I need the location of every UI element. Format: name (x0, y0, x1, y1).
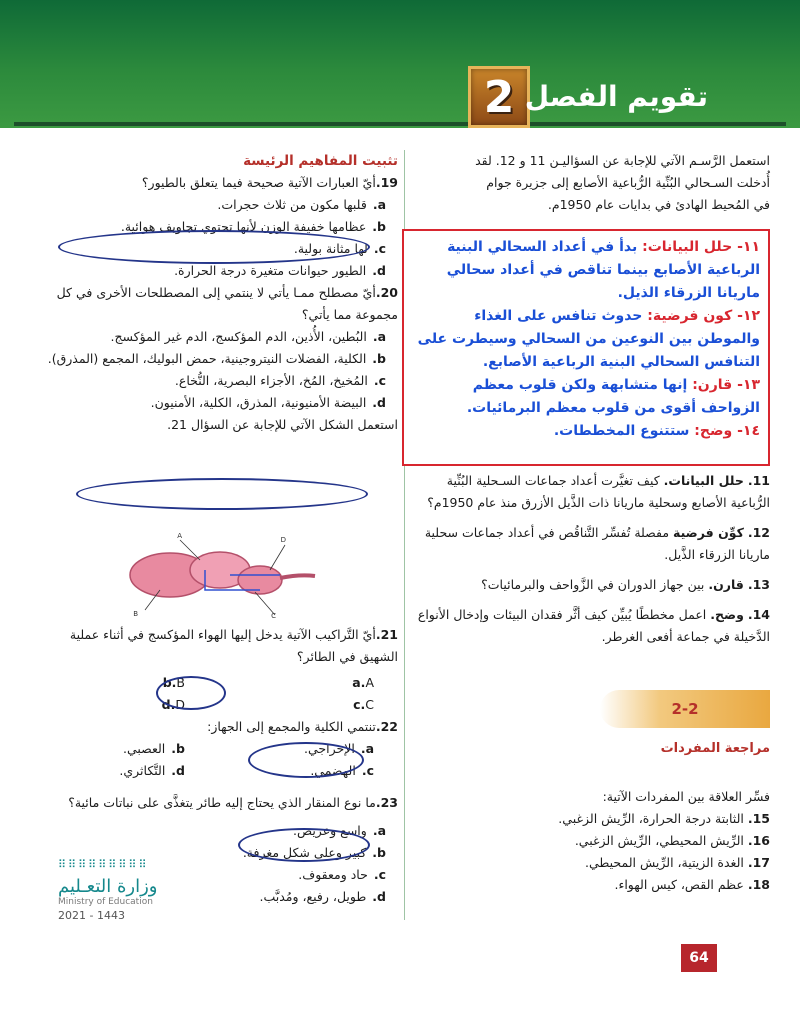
logo-english: Ministry of Education (58, 897, 153, 907)
chapter-number-badge (468, 66, 530, 128)
answer-highlight-oval (58, 230, 370, 264)
page-number: 64 (681, 944, 717, 972)
vocab-title: مراجعة المفردات (660, 741, 770, 756)
vocab-intro: فسِّر العلاقة بين المفردات الآتية: (602, 789, 770, 804)
question-21: 21.أيّ التَّراكيب الآتية يدخل إليها الهواء المؤكسج في أثناء عملية الشهيق في الطائر؟ (69, 627, 398, 664)
lesson-tab: 2-2 (600, 690, 770, 728)
q23-option-d[interactable]: d.طويل، رفيع، ومُدبَّب. (259, 889, 386, 904)
logo-arabic: وزارة التعـليم (58, 876, 158, 897)
q23-option-c[interactable]: c.حاد ومعقوف. (298, 867, 386, 882)
intro-line: استعمل الرَّسـم الآتي للإجابة عن السؤاليـن 11 و 12. لقد (475, 153, 770, 168)
note-answer-14: ١٤- وضح: ستتنوع المخططات. (553, 423, 760, 439)
q21-option-b[interactable]: b.B (162, 675, 185, 690)
q20-option-b[interactable]: b.الكلية، الفضلات النيتروجينية، حمض البوليك، المجمع (المذرق). (47, 351, 386, 366)
header-divider (14, 122, 786, 126)
q19-option-a[interactable]: a.قلبها مكون من ثلاث حجرات. (217, 197, 386, 212)
question-11: 11. حلل البيانات. كيف تغيَّرت أعداد جماعات السـحلية البُنِّية الرُّباعية الأصابع وسحلية ماريانا ذات الذَّيل الأزرق منذ عام 1950م؟ (427, 473, 770, 510)
q22-option-d[interactable]: d.التَّكاثري. (119, 763, 185, 778)
question-15: 15. الثابتة درجة الحرارة، الرِّيش الزغبي. (558, 811, 770, 826)
q20-option-a[interactable]: a.البُطين، الأُذين، الدم المؤكسج، الدم غير المؤكسج. (110, 329, 386, 344)
answer-highlight-oval (156, 676, 226, 710)
section-title: تثبيت المفاهيم الرئيسة (243, 153, 398, 169)
logo-dots-icon: ⠿⠿⠿⠿⠿⠿⠿⠿⠿ (58, 858, 149, 871)
question-17: 17. الغدة الزيتية، الرِّيش المحيطي. (584, 855, 770, 870)
question-22: 22.تنتمي الكلية والمجمع إلى الجهاز: (207, 719, 398, 734)
diagram-label-d: D (280, 536, 286, 544)
answer-note-box (402, 229, 770, 466)
note-answer-12: ١٢- كون فرضية: حدوث تنافس على الغذاء والموطن بين النوعين من السحالي وسيطرت على التنافس السحالي البنية الرباعية الأصابع. (417, 308, 760, 370)
q23-option-b[interactable]: b.كبير وعلى شكل مغرفة. (242, 845, 386, 860)
answer-highlight-oval (238, 828, 370, 862)
right-questions (410, 470, 770, 648)
answer-highlight-oval (76, 478, 368, 510)
trachea-shape (280, 575, 315, 578)
label-line (270, 545, 285, 570)
diagram-label-c: C (271, 612, 276, 620)
q22-option-b[interactable]: b.العصبي. (122, 741, 185, 756)
vocab-review-section (410, 690, 770, 896)
chapter-number: 2 (483, 71, 515, 123)
q21-option-c[interactable]: c.C (353, 697, 374, 712)
intro-line: في المُحيط الهادئ في بدايات عام 1950م. (547, 197, 770, 212)
left-column (28, 150, 398, 436)
ministry-logo (58, 860, 198, 955)
question-16: 16. الرِّيش المحيطي، الرِّيش الزغبي. (574, 833, 770, 848)
q19-option-b[interactable]: b.عظامها خفيفة الوزن لأنها تحتوي تجاويف هوائية. (120, 219, 386, 234)
q22-option-c[interactable]: c.الهضمي. (310, 763, 374, 778)
chapter-title: تقويم الفصل (524, 80, 708, 113)
note-answer-13: ١٣- قارن: إنها متشابهة ولكن قلوب معظم الزواحف أقوى من قلوب معظم البرمائيات. (466, 377, 760, 416)
q22-option-a[interactable]: a.الإخراجي. (303, 741, 374, 756)
diagram-label-a: A (177, 532, 182, 540)
question-19: 19.أيّ العبارات الآتية صحيحة فيما يتعلق بالطيور؟ (141, 175, 398, 190)
q19-option-c[interactable]: c.لها مثانة بولية. (293, 241, 386, 256)
q19-option-d[interactable]: d.الطيور حيوانات متغيرة درجة الحرارة. (174, 263, 386, 278)
logo-year: 2021 - 1443 (58, 909, 125, 922)
intro-line: أُدخلت السـحالي البُنِّية الرُّباعية الأصابع إلى جزيرة جوام (486, 175, 770, 190)
question-18: 18. عظم القص، كيس الهواء. (614, 877, 770, 892)
bird-lungs-diagram (110, 530, 320, 620)
q23-option-a[interactable]: a.واسع وعريض. (293, 823, 386, 838)
q21-option-a[interactable]: a.A (352, 675, 374, 690)
question-12: 12. كوِّن فرضية مفصلة تُفسِّر التَّناقُص في أعداد جماعات سحلية ماريانا الزرقاء الذَّيل. (424, 525, 770, 562)
q21-option-d[interactable]: d.D (161, 697, 185, 712)
right-column (410, 150, 770, 216)
diagram-caption: استعمل الشكل الآتي للإجابة عن السؤال 21. (167, 417, 398, 432)
q20-option-d[interactable]: d.البيضة الأمنيونية، المذرق، الكلية، الأمنيون. (150, 395, 386, 410)
diagram-label-b: B (133, 610, 138, 618)
answer-highlight-oval (248, 742, 364, 778)
question-20: 20.أيّ مصطلح ممـا يأتي لا ينتمي إلى المصطلحات الأخرى في كل مجموعة مما يأتي؟ (56, 285, 398, 322)
q20-option-c[interactable]: c.المُخيخ، المُخ، الأجزاء البصرية، النُّخاع. (174, 373, 386, 388)
question-23: 23.ما نوع المنقار الذي يحتاج إليه طائر يتغذَّى على نباتات مائية؟ (68, 795, 398, 810)
question-14: 14. وضح. اعمل مخططًا يُبيِّن كيف أثَّر فقدان البيئات وإدخال الأنواع الدَّخيلة في جماعة أفعى الغرطر. (417, 607, 770, 644)
question-13: 13. قارن. بين جهاز الدوران في الزَّواحف والبرمائيات؟ (481, 577, 770, 592)
note-answer-11: ١١- حلل البيانات: بدأ في أعداد السحالي البنية الرباعية الأصابع بينما تناقص في أعداد سحالي ماريانا الزرقاء الذيل. (446, 239, 760, 301)
